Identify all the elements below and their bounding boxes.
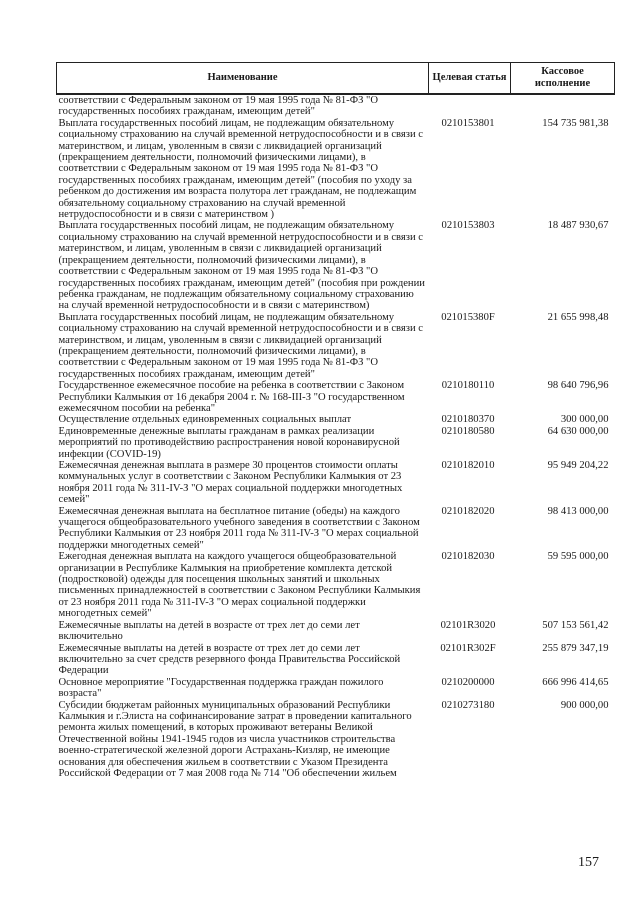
row-name: Ежегодная денежная выплата на каждого учащегося общеобразовательной организации в Республике Калмыкия на приобретение комплекта детской (подростковой) одежды для посещения школьных занятий и школьных письменных принадлежностей в соответствии с Законом Республики Калмыкия от 23 ноября 2011 года № 311-IV-З "О мерах социальной поддержки многодетных семей" [58, 551, 421, 620]
row-target-article: 0210200000 [441, 676, 495, 688]
row-cash-execution: 98 413 000,00 [547, 505, 609, 517]
header-name: Наименование [57, 63, 429, 95]
page-number: 157 [578, 855, 599, 870]
row-name: Выплата государственных пособий лицам, не подлежащим обязательному социальному страхованию на случай временной нетрудоспособности и в связи с материнством, и лицам, уволенным в связи с ликвидацией организаций (прекращением деятельности, полномочий физическими лицами), в соответствии с Федеральным законом от 19 мая 1995 года № 81-ФЗ "О государственных пособиях гражданам, имеющим детей" (пособия по уходу за ребенком до достижения им возраста полутора лет гражданам, не подлежащим обязательному социальному страхованию на случай временной нетрудоспособности и в связи с материнством ) [58, 117, 423, 221]
expenditure-table [56, 62, 615, 779]
row-target-article: 0210153803 [441, 220, 495, 232]
row-cash-execution: 666 996 414,65 [542, 676, 609, 688]
row-name: Субсидии бюджетам районных муниципальных образований Республики Калмыкия и г.Элиста на софинансирование затрат в проведении капитального ремонта жилых помещений, в которых проживают ветераны Великой Отечественной войны 1941-1945 годов из числа участников строительства военно-стратегической железной дороги Астрахань-Кизляр, не имеющие основания для обеспечения жильем в соответствии с Указом Президента Российской Федерации от 7 мая 2008 года № 714 "Об обеспечении жильем [58, 699, 412, 779]
row-cash-execution: 59 595 000,00 [547, 551, 609, 563]
row-target-article: 0210180110 [441, 380, 495, 392]
table-row [57, 700, 615, 780]
budget-report-page [56, 62, 614, 779]
row-cash-execution: 18 487 930,67 [547, 220, 609, 232]
row-name: соответствии с Федеральным законом от 19 мая 1995 года № 81-ФЗ "О государственных пособиях гражданам, имеющим детей" [58, 95, 378, 118]
row-cash-execution: 154 735 981,38 [542, 117, 609, 129]
row-cash-execution: 64 630 000,00 [547, 425, 609, 437]
table-row [57, 620, 615, 643]
table-row [57, 118, 615, 221]
table-row [57, 312, 615, 380]
row-target-article: 0210182030 [441, 551, 495, 563]
row-name: Государственное ежемесячное пособие на ребенка в соответствии с Законом Республики Калмыкия от 16 декабря 2004 г. № 168-III-З "О государственном ежемесячном пособии на ребенка" [58, 380, 405, 414]
row-target-article: 021015380F [441, 311, 495, 323]
row-cash-execution [511, 94, 615, 118]
row-name: Единовременные денежные выплаты гражданам в рамках реализации мероприятий по противодействию распространения новой коронавирусной инфекции (COVID-19) [58, 425, 400, 460]
row-target-article: 0210273180 [441, 699, 495, 711]
table-row [57, 460, 615, 506]
table-row [57, 220, 615, 311]
row-cash-execution: 255 879 347,19 [542, 642, 609, 654]
row-name: Основное мероприятие "Государственная поддержка граждан пожилого возраста" [58, 676, 384, 700]
row-cash-execution: 21 655 998,48 [547, 311, 609, 323]
row-name: Ежемесячные выплаты на детей в возрасте от трех лет до семи лет включительно за счет средств резервного фонда Правительства Российской Федерации [58, 642, 401, 677]
row-target-article: 02101R3020 [440, 619, 496, 631]
row-name: Ежемесячная денежная выплата на бесплатное питание (обеды) на каждого учащегося общеобразовательного учебного заведения в соответствии с Законом Республики Калмыкия от 23 ноября 2011 года № 311-IV-З "О мерах социальной поддержки многодетных семей" [58, 505, 420, 551]
table-row [57, 551, 615, 619]
row-name: Выплата государственных пособий лицам, не подлежащим обязательному социальному страхованию на случай временной нетрудоспособности и в связи с материнством, и лицам, уволенным в связи с ликвидацией организаций (прекращением деятельности, полномочий физическими лицами), в соответствии с Федеральным законом от 19 мая 1995 года № 81-ФЗ "О государственных пособиях гражданам, имеющим детей" [58, 311, 423, 380]
table-row [57, 380, 615, 414]
row-target-article: 0210182020 [441, 505, 495, 517]
table-row [57, 426, 615, 460]
table-row [57, 414, 615, 425]
row-name: Ежемесячные выплаты на детей в возрасте от трех лет до семи лет включительно [58, 619, 360, 643]
row-cash-execution: 98 640 796,96 [547, 380, 609, 392]
table-row [57, 94, 615, 118]
row-cash-execution: 300 000,00 [560, 414, 609, 426]
table-row [57, 677, 615, 700]
row-cash-execution: 95 949 204,22 [547, 460, 609, 471]
row-cash-execution: 900 000,00 [560, 699, 609, 711]
header-cash-execution: Кассовое исполнение [511, 63, 615, 95]
row-target-article [429, 94, 511, 118]
row-name: Осуществление отдельных единовременных социальных выплат [58, 414, 352, 426]
row-target-article: 0210153801 [441, 117, 495, 129]
row-name: Ежемесячная денежная выплата в размере 30 процентов стоимости оплаты коммунальных услуг в соответствии с Законом Республики Калмыкия от 23 ноября 2011 года № 311-IV-З "О мерах социальной поддержки многодетных семей" [58, 460, 403, 506]
row-name: Выплата государственных пособий лицам, не подлежащим обязательному социальному страхованию на случай временной нетрудоспособности и в связи с материнством, и лицам, уволенным в связи с ликвидацией организаций (прекращением деятельности, полномочий физическими лицами), в соответствии с Федеральным законом от 19 мая 1995 года № 81-ФЗ "О государственных пособиях гражданам, имеющим детей" (пособия при рождении ребенка гражданам, не подлежащим обязательному социальному страхованию на случай временной нетрудоспособности и в связи с материнством) [58, 220, 425, 312]
table-row [57, 506, 615, 552]
header-target-article: Целевая статья [429, 63, 511, 95]
row-target-article: 02101R302F [440, 642, 496, 654]
row-cash-execution: 507 153 561,42 [542, 619, 609, 631]
row-target-article: 0210182010 [441, 460, 495, 471]
table-body [57, 94, 615, 779]
table-row [57, 643, 615, 677]
row-target-article: 0210180370 [441, 414, 495, 426]
table-header [57, 63, 615, 95]
row-target-article: 0210180580 [441, 425, 495, 437]
